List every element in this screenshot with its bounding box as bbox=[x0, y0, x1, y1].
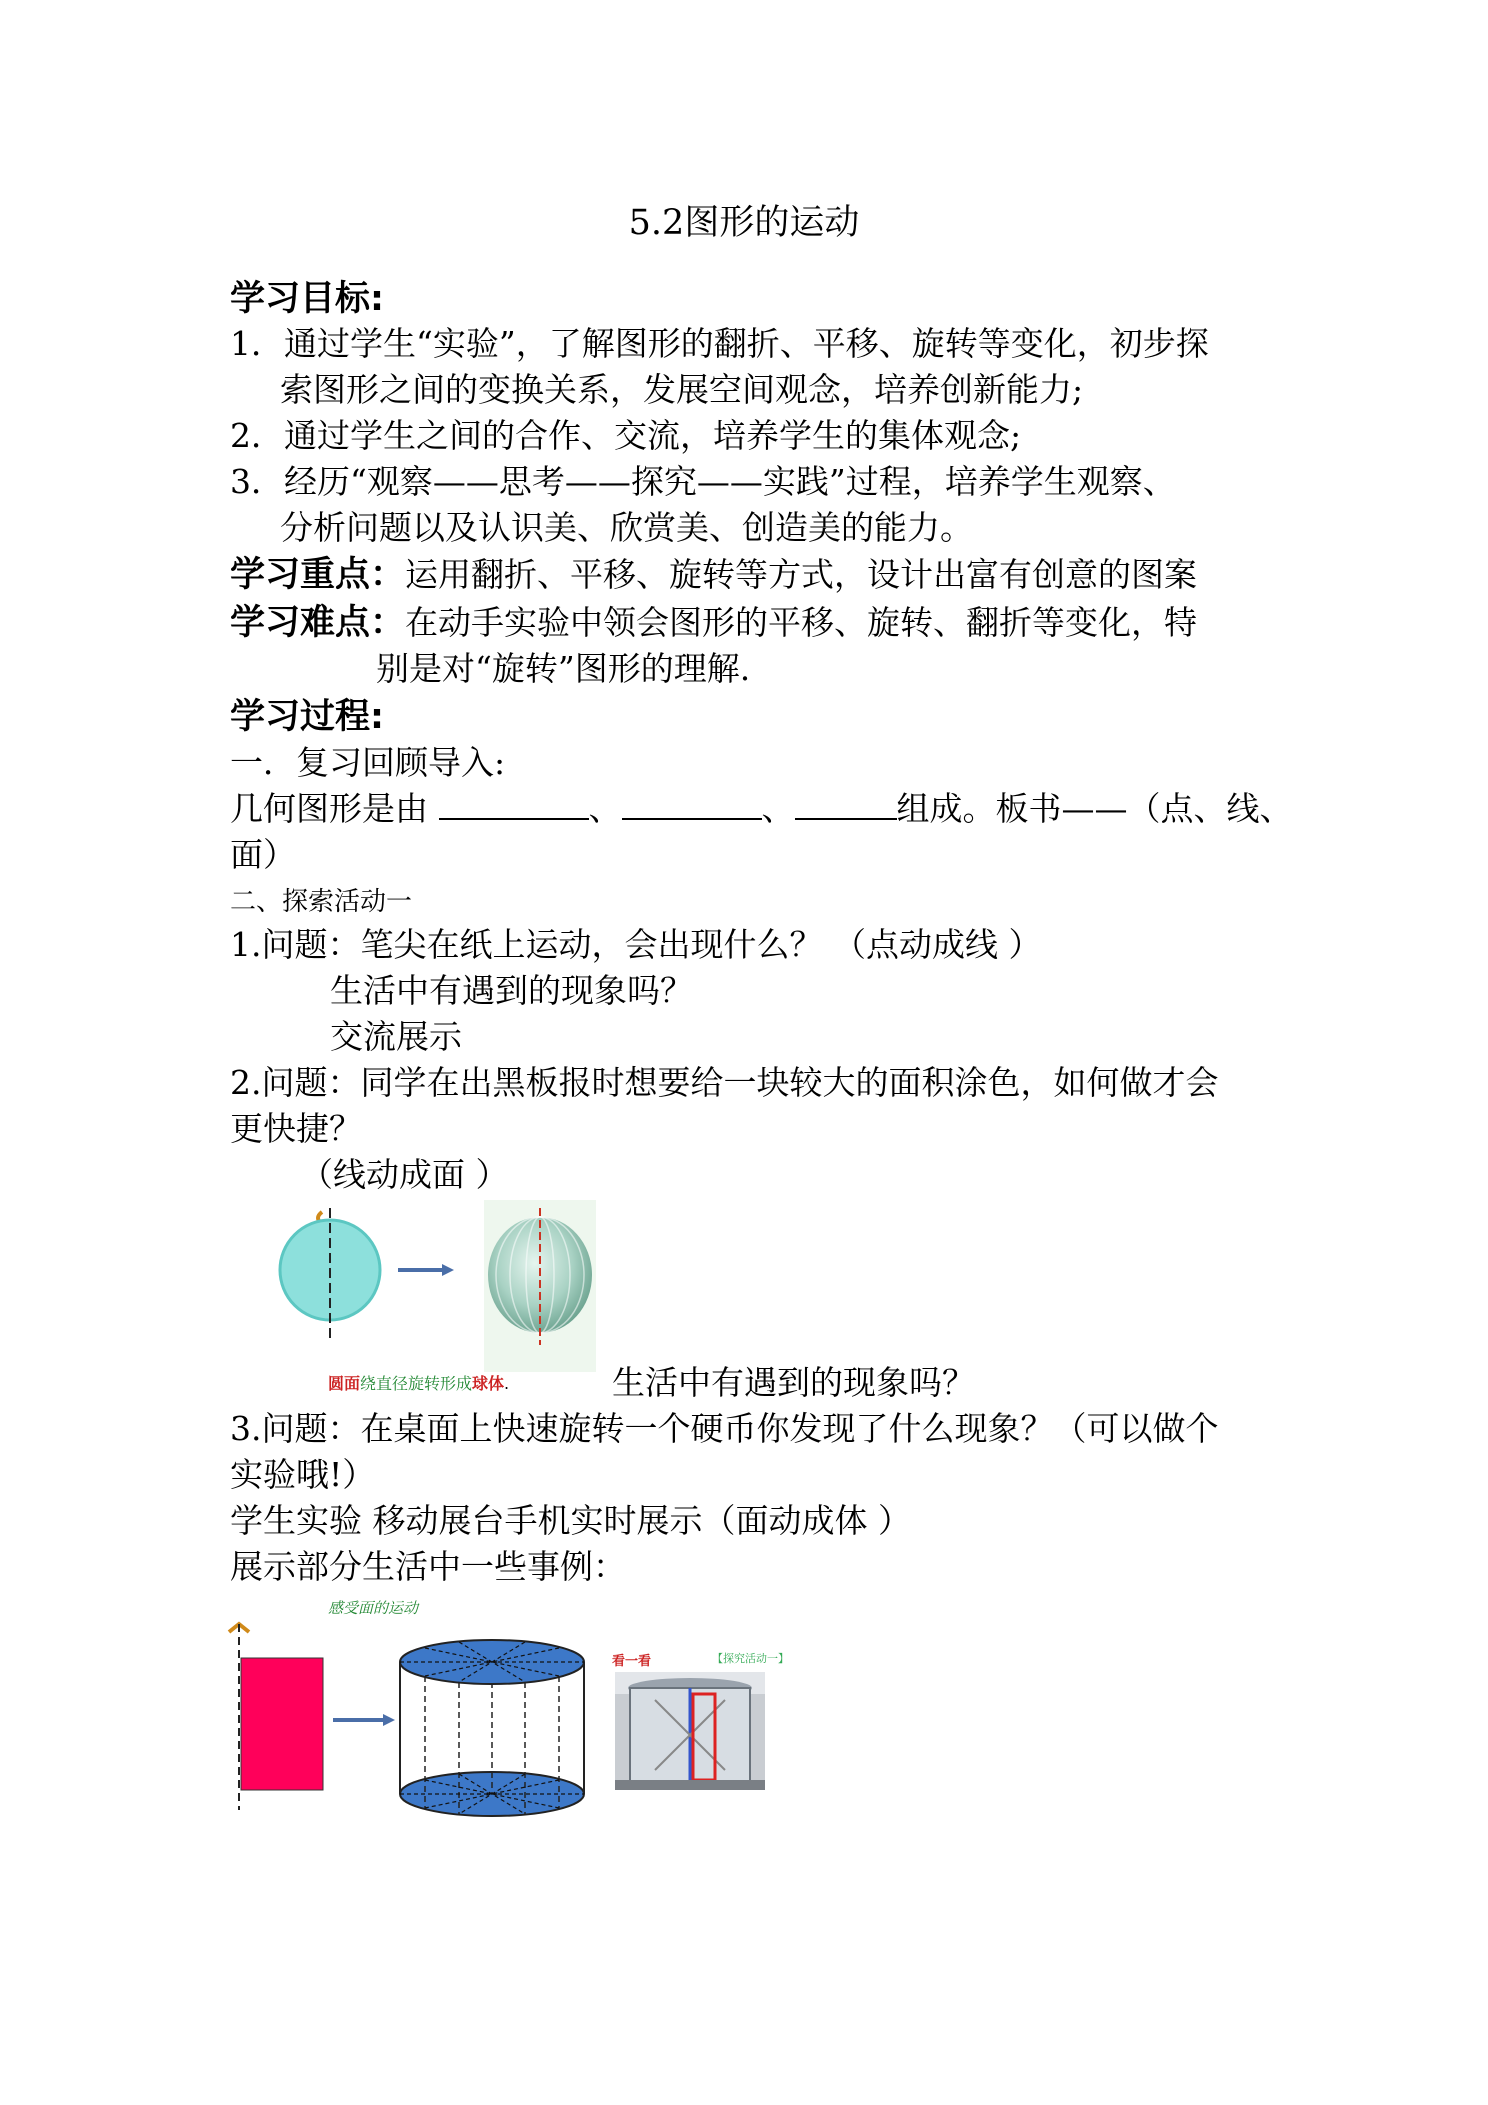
review-suffix-2: 面） bbox=[230, 835, 296, 874]
objective-line-5: 分析问题以及认识美、欣赏美、创造美的能力。 bbox=[280, 508, 973, 547]
question-2-answer: （线动成面 ） bbox=[300, 1155, 509, 1194]
process-heading: 学习过程: bbox=[230, 697, 384, 737]
difficulty-label: 学习难点： bbox=[230, 603, 406, 643]
review-sep-1: 、 bbox=[588, 789, 622, 828]
caption-circle: 圆面 bbox=[328, 1374, 361, 1393]
objectives-heading: 学习目标: bbox=[230, 279, 384, 319]
question-2-line-1: 2.问题：同学在出黑板报时想要给一块较大的面积涂色，如何做才会 bbox=[230, 1063, 1219, 1102]
question-3-line-4: 展示部分生活中一些事例： bbox=[230, 1547, 626, 1586]
review-sep-2: 、 bbox=[761, 789, 795, 828]
key-point-text: 运用翻折、平移、旋转等方式，设计出富有创意的图案 bbox=[405, 555, 1198, 594]
revolving-door-photo bbox=[609, 1648, 775, 1796]
review-line bbox=[230, 786, 1293, 832]
right-arrow-icon bbox=[333, 1714, 395, 1726]
question-3-line-3: 学生实验 移动展台手机实时展示（面动成体 ） bbox=[230, 1501, 911, 1540]
figure-2-badge-2: 【探究活动一】 bbox=[712, 1652, 789, 1665]
section2-heading: 二、探索活动一 bbox=[230, 887, 413, 917]
section1-heading: 一．复习回顾导入: bbox=[230, 743, 506, 782]
objective-line-2: 索图形之间的变换关系，发展空间观念，培养创新能力; bbox=[280, 370, 1084, 409]
cylinder-shape bbox=[400, 1640, 584, 1816]
question-1-follow-1: 生活中有遇到的现象吗？ bbox=[330, 971, 693, 1010]
page-title: 5.2图形的运动 bbox=[628, 203, 860, 243]
question-2-line-2: 更快捷？ bbox=[230, 1109, 362, 1148]
difficulty-text-1: 在动手实验中领会图形的平移、旋转、翻折等变化，特 bbox=[405, 603, 1198, 642]
figure-1-caption bbox=[328, 1371, 509, 1394]
right-arrow-icon bbox=[398, 1264, 454, 1276]
key-point-line bbox=[230, 552, 1197, 598]
figure-2-badge: 看一看 bbox=[612, 1654, 652, 1669]
difficulty-text-2: 别是对“旋转”图形的理解. bbox=[376, 649, 751, 688]
question-3-line-2: 实验哦!） bbox=[230, 1455, 376, 1494]
figure-1-after-text: 生活中有遇到的现象吗？ bbox=[612, 1363, 975, 1402]
caption-rotate: 绕直径旋转形成 bbox=[360, 1374, 473, 1393]
objective-line-4: 3．经历“观察——思考——探究——实践”过程，培养学生观察、 bbox=[230, 462, 1176, 501]
key-point-label: 学习重点： bbox=[230, 555, 406, 595]
rect-to-cylinder-figure bbox=[225, 1610, 795, 1820]
figure-2-title: 感受面的运动 bbox=[328, 1599, 419, 1617]
review-suffix: 组成。板书——（点、线、 bbox=[896, 789, 1293, 828]
objective-line-3: 2．通过学生之间的合作、交流，培养学生的集体观念; bbox=[230, 416, 1022, 455]
blank-3[interactable] bbox=[795, 788, 897, 820]
blank-2[interactable] bbox=[622, 788, 762, 820]
caption-dot: . bbox=[504, 1374, 510, 1393]
question-1: 1.问题：笔尖在纸上运动，会出现什么？ （点动成线 ） bbox=[230, 925, 1042, 964]
question-1-follow-2: 交流展示 bbox=[330, 1017, 462, 1056]
difficulty-line bbox=[230, 600, 1197, 646]
rectangle-shape bbox=[241, 1658, 323, 1790]
objective-line-1: 1．通过学生“实验”，了解图形的翻折、平移、旋转等变化，初步探 bbox=[230, 324, 1209, 363]
blank-1[interactable] bbox=[439, 788, 589, 820]
question-3-line-1: 3.问题：在桌面上快速旋转一个硬币你发现了什么现象？（可以做个 bbox=[230, 1409, 1219, 1448]
review-prefix: 几何图形是由 bbox=[230, 789, 428, 828]
circle-to-sphere-figure bbox=[270, 1200, 600, 1400]
caption-sphere: 球体 bbox=[472, 1374, 505, 1393]
